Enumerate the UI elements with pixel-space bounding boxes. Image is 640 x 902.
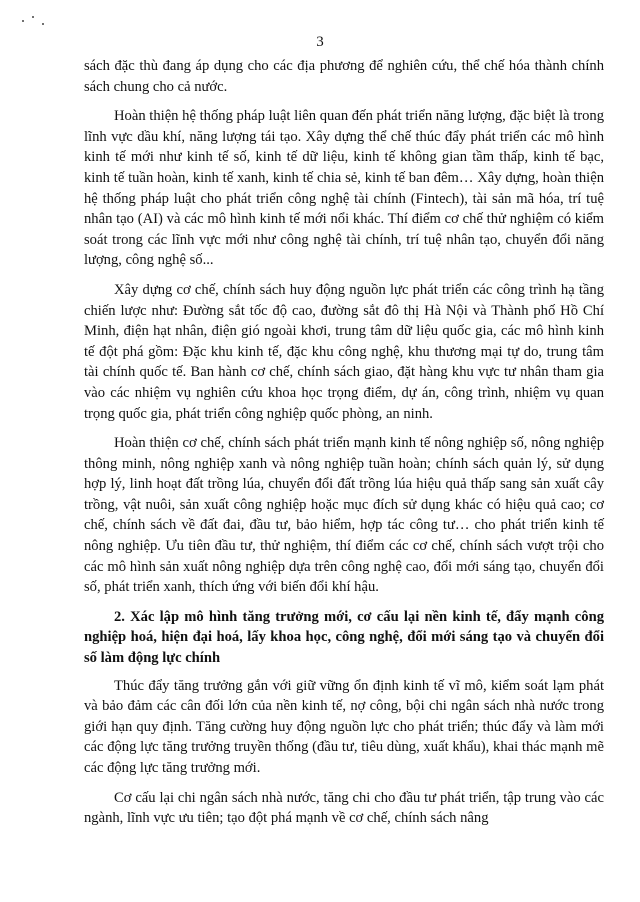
paragraph-energy-law: Hoàn thiện hệ thống pháp luật liên quan đến phát triển năng lượng, đặc biệt là trong lĩnh vực dầu khí, năng lượng tái tạo. Xây dựng thể chế thúc đẩy phát triển các mô hình kinh tế mới như kinh tế số, kinh tế dữ liệu, kinh tế không gian tầm thấp, kinh tế bạc, kinh tế tuần hoàn, kinh tế xanh, kinh tế chia sẻ, kinh tế ban đêm… Xây dựng, hoàn thiện hệ thống pháp luật cho phát triển công nghệ tài chính (Fintech), tài sản mã hóa, trí tuệ nhân tạo (AI) và các mô hình kinh tế mới nổi khác. Thí điểm cơ chế thử nghiệm có kiểm soát trong các lĩnh vực mới như công nghệ tài chính, trí tuệ nhân tạo, chuyển đổi năng lượng, công nghệ số... <box>84 108 604 269</box>
paragraph-infrastructure: Xây dựng cơ chế, chính sách huy động nguồn lực phát triển các công trình hạ tầng chiến lược như: Đường sắt tốc độ cao, đường sắt đô thị Hà Nội và Thành phố Hồ Chí Minh, điện hạt nhân, điện gió ngoài khơi, trung tâm dữ liệu quốc gia, các mô hình kinh tế đột phá gồm: Đặc khu kinh tế, đặc khu công nghệ, khu thương mại tự do, trung tâm tài chính quốc tế. Ban hành cơ chế, chính sách giao, đặt hàng khu vực tư nhân tham gia vào các nhiệm vụ nghiên cứu khoa học trọng điểm, dự án, công trình, nhiệm vụ quan trọng quốc gia, phát triển công nghiệp quốc phòng, an ninh. <box>84 281 604 422</box>
scan-artifact-dots <box>22 14 52 34</box>
paragraph-growth: Thúc đẩy tăng trưởng gắn với giữ vững ổn định kinh tế vĩ mô, kiểm soát lạm phát và bảo đảm các cân đối lớn của nền kinh tế, nợ công, bội chi ngân sách nhà nước trong giới hạn quy định. Tăng cường huy động nguồn lực cho phát triển; thúc đẩy và làm mới các động lực tăng trưởng truyền thống (đầu tư, tiêu dùng, xuất khẩu), khai thác mạnh mẽ các động lực tăng trưởng mới. <box>84 677 604 776</box>
section-heading: 2. Xác lập mô hình tăng trưởng mới, cơ cấu lại nền kinh tế, đẩy mạnh công nghiệp hoá, hiện đại hoá, lấy khoa học, công nghệ, đổi mới sáng tạo và chuyển đổi số làm động lực chính <box>84 608 604 667</box>
paragraph-agriculture: Hoàn thiện cơ chế, chính sách phát triển mạnh kinh tế nông nghiệp số, nông nghiệp thông minh, nông nghiệp xanh và nông nghiệp tuần hoàn; chính sách quản lý, sử dụng hợp lý, linh hoạt đất trồng lúa, chuyển đổi đất trồng lúa hiệu quả thấp sang sản xuất cây trồng, vật nuôi, sản xuất công nghiệp hoặc mục đích sử dụng khác có hiệu quả cao; cơ chế, chính sách về đất đai, đầu tư, bảo hiểm, hợp tác công tư… cho phát triển kinh tế nông nghiệp. Ưu tiên đầu tư, thử nghiệm, thí điểm các cơ chế, chính sách vượt trội cho các mô hình sản xuất nông nghiệp dựa trên công nghệ cao, đổi mới sáng tạo, chuyển đổi số, phát triển xanh, thích ứng với biến đổi khí hậu. <box>84 435 604 596</box>
paragraph-continuation: sách đặc thù đang áp dụng cho các địa phương để nghiên cứu, thể chế hóa thành chính sách chung cho cả nước. <box>84 58 604 95</box>
document-body <box>84 56 604 838</box>
paragraph-budget: Cơ cấu lại chi ngân sách nhà nước, tăng chi cho đầu tư phát triển, tập trung vào các ngành, lĩnh vực ưu tiên; tạo đột phá mạnh về cơ chế, chính sách nâng <box>84 789 604 827</box>
page-number: 3 <box>316 34 324 50</box>
